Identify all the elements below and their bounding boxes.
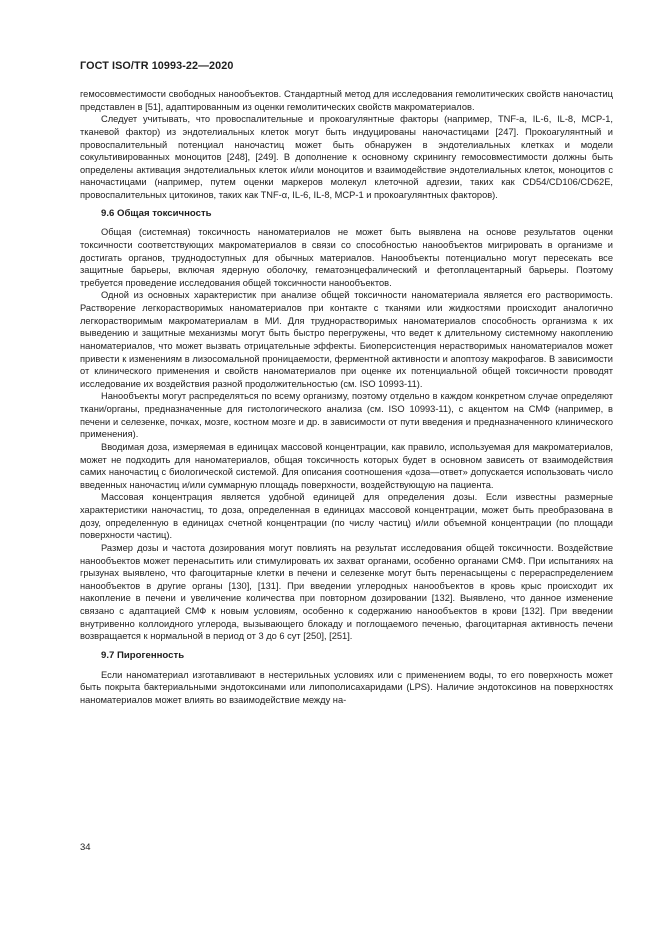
paragraph: Одной из основных характеристик при анализе общей токсичности наноматериала является его растворимость. Растворение легкорастворимых наноматериалов при контакте с тканями или жидкостями происходит аналогично легкорастворимым макроматериалам в МИ. Для труднорастворимых наноматериалов способность организма к их выведению и защитные механизмы могут быть быстро перегружены, что ведет к длительному системному накоплению наноматериалов, что может вызвать отрицательные эффекты. Биоперсистенция нерастворимых наноматериалов может привести к изменениям в лизосомальной проницаемости, ферментной активности и апоптозу макрофагов. В зависимости от клинического применения и свойств наноматериалов при оценке их потенциальной общей токсичности проводят исследование их воздействия разной продолжительностью (см. ISO 10993-11).: [80, 290, 613, 389]
paragraph: Вводимая доза, измеряемая в единицах массовой концентрации, как правило, используемая для макроматериалов, может не подходить для наноматериалов, общая токсичность которых будет в основном зависеть от взаимодействия самих наночастиц с биологической системой. Для описания соотношения «доза—ответ» допускается использовать число введенных наночастиц и/или суммарную площадь поверхности, воздействующую на пациента.: [80, 441, 613, 490]
section-heading-9-6: 9.6 Общая токсичность: [101, 207, 212, 219]
document-header: ГОСТ ISO/TR 10993-22—2020: [80, 60, 234, 72]
paragraph: Следует учитывать, что провоспалительные и прокоагулянтные факторы (например, TNF-a, IL-6, IL-8, MCP-1, тканевой фактор) из эндотелиальных клеток могут быть индуцированы наночастицами [247]. Прокоагулянтный и провоспалительный потенциал наночастиц может быть обнаружен в эндотелиальных клетках и модели сокультивированных моноцитов [248], [249]. В дополнение к основному скринингу гемосовместимости должны быть определены активация эндотелиальных клеток и/или моноцитов и взаимодействие эндотелиальных клеток, моноцитов с наночастицами (например, путем оценки маркеров молекул клеточной адгезии, таких как CD54/CD106/CD62E, провоспалительных цитокинов, таких как TNF-α, IL-6, IL-8, MCP-1 и прокоагулянтных факторов).: [80, 114, 613, 200]
paragraph-continued: гемосовместимости свободных нанообъектов. Стандартный метод для исследования гемолитических свойств наночастиц представлен в [51], адаптированным из оценки гемолитических свойств макроматериалов.: [80, 89, 613, 112]
document-page: [80, 60, 613, 706]
paragraph: Массовая концентрация является удобной единицей для определения дозы. Если известны размерные характеристики наночастиц, то доза, определенная в единицах массовой концентрации, может быть преобразована в дозу, определенную в единицах счетной концентрации (по числу частиц) и/или объемной концентрации (по площади поверхности частиц).: [80, 492, 613, 541]
paragraph: Размер дозы и частота дозирования могут повлиять на результат исследования общей токсичности. Воздействие нанообъектов может перенасытить или стимулировать их захват органами, особенно органами СМФ. При испытаниях на грызунах выявлено, что фагоцитарные клетки в печени и селезенке могут быть перенасыщены с перераспределением нанообъектов в другие органы [130], [131]. При введении углеродных нанообъектов в кровь крыс происходит их накопление в печени и увеличение количества при повторном дозировании [132]. Выявлено, что данное изменение связано с адаптацией СМФ к новым условиям, особенно к содержанию нанообъектов в крови [132]. При введении внутривенно коллоидного углерода, вызывающего блокаду и поглощаемого печенью, фагоцитарная активность печени возвращается к нормальной в период от 3 до 6 сут [250], [251].: [80, 542, 613, 642]
paragraph: Общая (системная) токсичность наноматериалов не может быть выявлена на основе результатов оценки токсичности соответствующих макроматериалов в связи со способностью нанообъектов мигрировать в организме и достигать органов, труднодоступных для обычных материалов. Нанообъекты потенциально могут пересекать все защитные барьеры, включая ядерную оболочку, гематоэнцефалический и фетоплацентарный барьеры. Поэтому требуется проведение исследования общей токсичности нанообъектов.: [80, 227, 613, 288]
paragraph: Нанообъекты могут распределяться по всему организму, поэтому отдельно в каждом конкретном случае определяют ткани/органы, предназначенные для гистологического анализа (см. ISO 10993-11), с акцентом на СМФ (например, в печени и селезенке, почках, мозге, костном мозге и др. в зависимости от пути введения и предназначенного клинического применения).: [80, 391, 613, 440]
page-number: 34: [80, 842, 91, 853]
paragraph: Если наноматериал изготавливают в нестерильных условиях или с применением воды, то его поверхность может быть покрыта бактериальными эндотоксинами или липополисахаридами (LPS). Наличие эндотоксинов на поверхностях наноматериалов может влиять во взаимодействие между на-: [80, 669, 613, 705]
section-heading-9-7: 9.7 Пирогенность: [101, 649, 185, 661]
